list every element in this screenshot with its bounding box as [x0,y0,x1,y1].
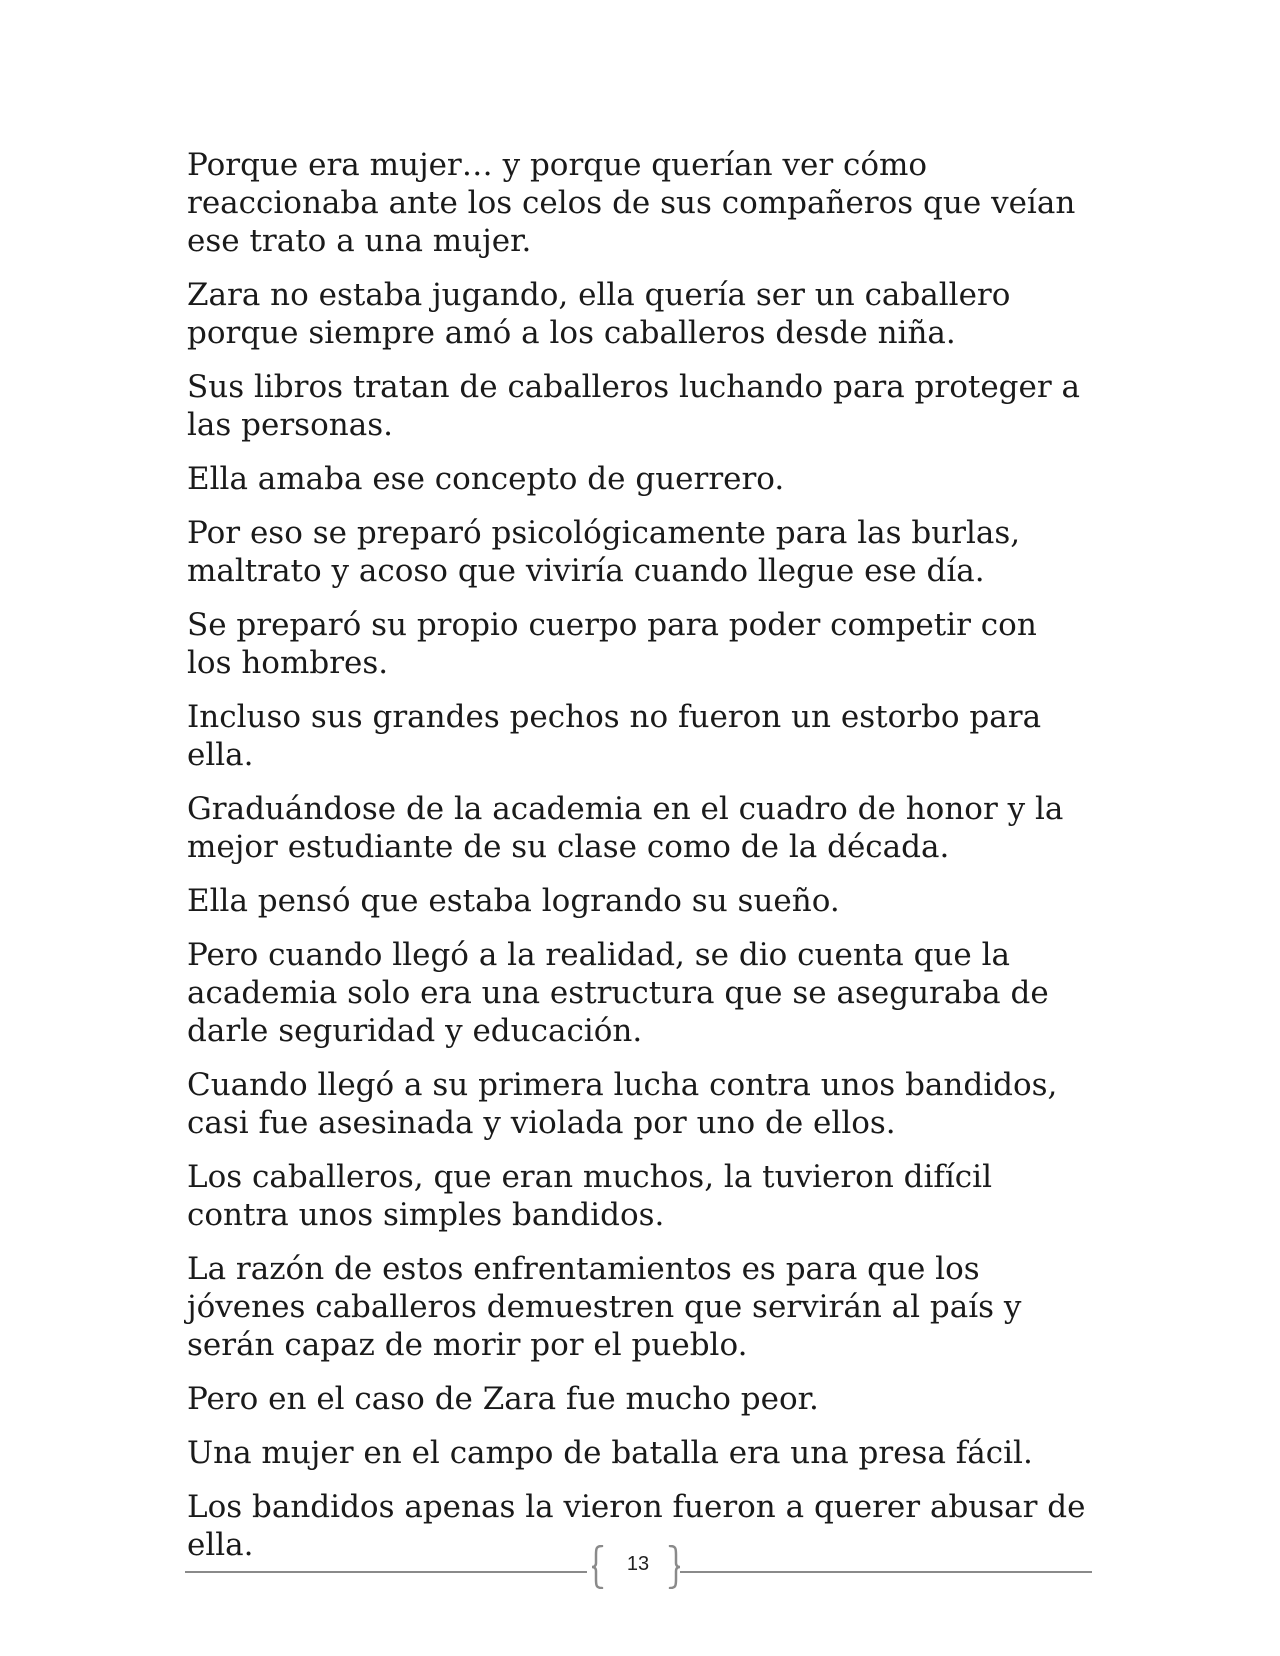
paragraph: Una mujer en el campo de batalla era una presa fácil. [187,1435,1033,1471]
right-brace-icon [668,1545,682,1589]
body-text [187,146,1087,1580]
footer-rule-left [185,1571,587,1573]
paragraph: Ella pensó que estaba logrando su sueño. [187,883,840,919]
paragraph: Los bandidos apenas la vieron fueron a querer abusar de ella. [187,1489,1086,1563]
footer-rule-right [680,1571,1092,1573]
paragraph: La razón de estos enfrentamientos es para que los jóvenes caballeros demuestren que servirán al país y serán capaz de morir por el pueblo. [187,1251,1022,1363]
paragraph: Porque era mujer… y porque querían ver cómo reaccionaba ante los celos de sus compañeros que veían ese trato a una mujer. [187,147,1076,259]
paragraph: Incluso sus grandes pechos no fueron un estorbo para ella. [187,699,1042,773]
paragraph: Los caballeros, que eran muchos, la tuvieron difícil contra unos simples bandidos. [187,1159,992,1233]
paragraph: Cuando llegó a su primera lucha contra unos bandidos, casi fue asesinada y violada por uno de ellos. [187,1067,1058,1141]
paragraph: Por eso se preparó psicológicamente para las burlas, maltrato y acoso que viviría cuando llegue ese día. [187,515,1021,589]
paragraph: Graduándose de la academia en el cuadro de honor y la mejor estudiante de su clase como de la década. [187,791,1064,865]
paragraph: Zara no estaba jugando, ella quería ser un caballero porque siempre amó a los caballeros desde niña. [187,277,1011,351]
paragraph: Ella amaba ese concepto de guerrero. [187,461,785,497]
paragraph: Se preparó su propio cuerpo para poder competir con los hombres. [187,607,1037,681]
page-number: 13 [626,1553,650,1575]
paragraph: Sus libros tratan de caballeros luchando para proteger a las personas. [187,369,1081,443]
page-footer [0,1545,1280,1605]
paragraph: Pero cuando llegó a la realidad, se dio cuenta que la academia solo era una estructura que se aseguraba de darle seguridad y educación. [187,937,1049,1049]
paragraph: Pero en el caso de Zara fue mucho peor. [187,1381,819,1417]
